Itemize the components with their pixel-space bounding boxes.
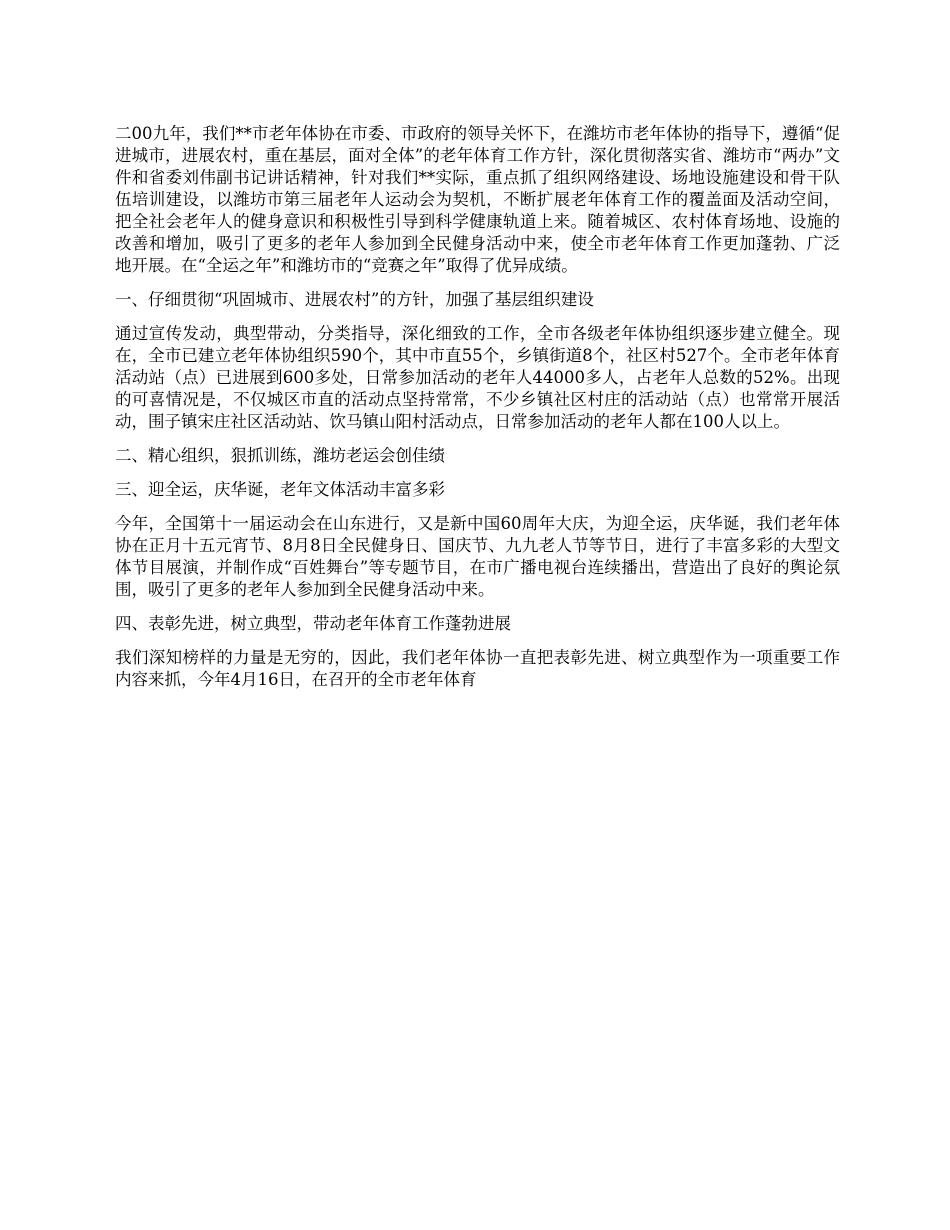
section-4-paragraph: 我们深知榜样的力量是无穷的，因此，我们老年体协一直把表彰先进、树立典型作为一项重要工作内容来抓，今年4月16日，在召开的全市老年体育: [115, 648, 840, 689]
section-1-paragraph: 通过宣传发动，典型带动，分类指导，深化细致的工作，全市各级老年体协组织逐步建立健全。现在，全市已建立老年体协组织590个，其中市直55个，乡镇街道8个，社区村527个。全市老年体育活动站（点）已进展到600多处，日常参加活动的老年人44000多人，占老年人总数的52%。出现的可喜情况是，不仅城区市直的活动点坚持常常，不少乡镇社区村庄的活动站（点）也常常开展活动，围子镇宋庄社区活动站、饮马镇山阳村活动点，日常参加活动的老年人都在100人以上。: [115, 324, 840, 431]
section-3-paragraph: 今年，全国第十一届运动会在山东进行，又是新中国60周年大庆，为迎全运，庆华诞，我们老年体协在正月十五元宵节、8月8日全民健身日、国庆节、九九老人节等节日，进行了丰富多彩的大型文体节目展演，并制作成“百姓舞台”等专题节目，在市广播电视台连续播出，营造出了良好的舆论氛围，吸引了更多的老年人参加到全民健身活动中来。: [115, 514, 840, 599]
section-heading-4: 四、表彰先进，树立典型，带动老年体育工作蓬勃进展: [115, 614, 511, 633]
section-heading-3: 三、迎全运，庆华诞，老年文体活动丰富多彩: [115, 480, 445, 499]
document-body: [115, 123, 840, 703]
section-heading-1: 一、仔细贯彻“巩固城市、进展农村”的方针，加强了基层组织建设: [115, 290, 594, 309]
intro-paragraph: 二00九年，我们**市老年体协在市委、市政府的领导关怀下，在潍坊市老年体协的指导下，遵循“促进城市，进展农村，重在基层，面对全体”的老年体育工作方针，深化贯彻落实省、潍坊市“两办”文件和省委刘伟副书记讲话精神，针对我们**实际，重点抓了组织网络建设、场地设施建设和骨干队伍培训建设，以潍坊市第三届老年人运动会为契机，不断扩展老年体育工作的覆盖面及活动空间，把全社会老年人的健身意识和积极性引导到科学健康轨道上来。随着城区、农村体育场地、设施的改善和增加，吸引了更多的老年人参加到全民健身活动中来，使全市老年体育工作更加蓬勃、广泛地开展。在“全运之年”和潍坊市的“竞赛之年”取得了优异成绩。: [115, 124, 840, 275]
section-heading-2: 二、精心组织，狠抓训练，潍坊老运会创佳绩: [115, 446, 445, 465]
